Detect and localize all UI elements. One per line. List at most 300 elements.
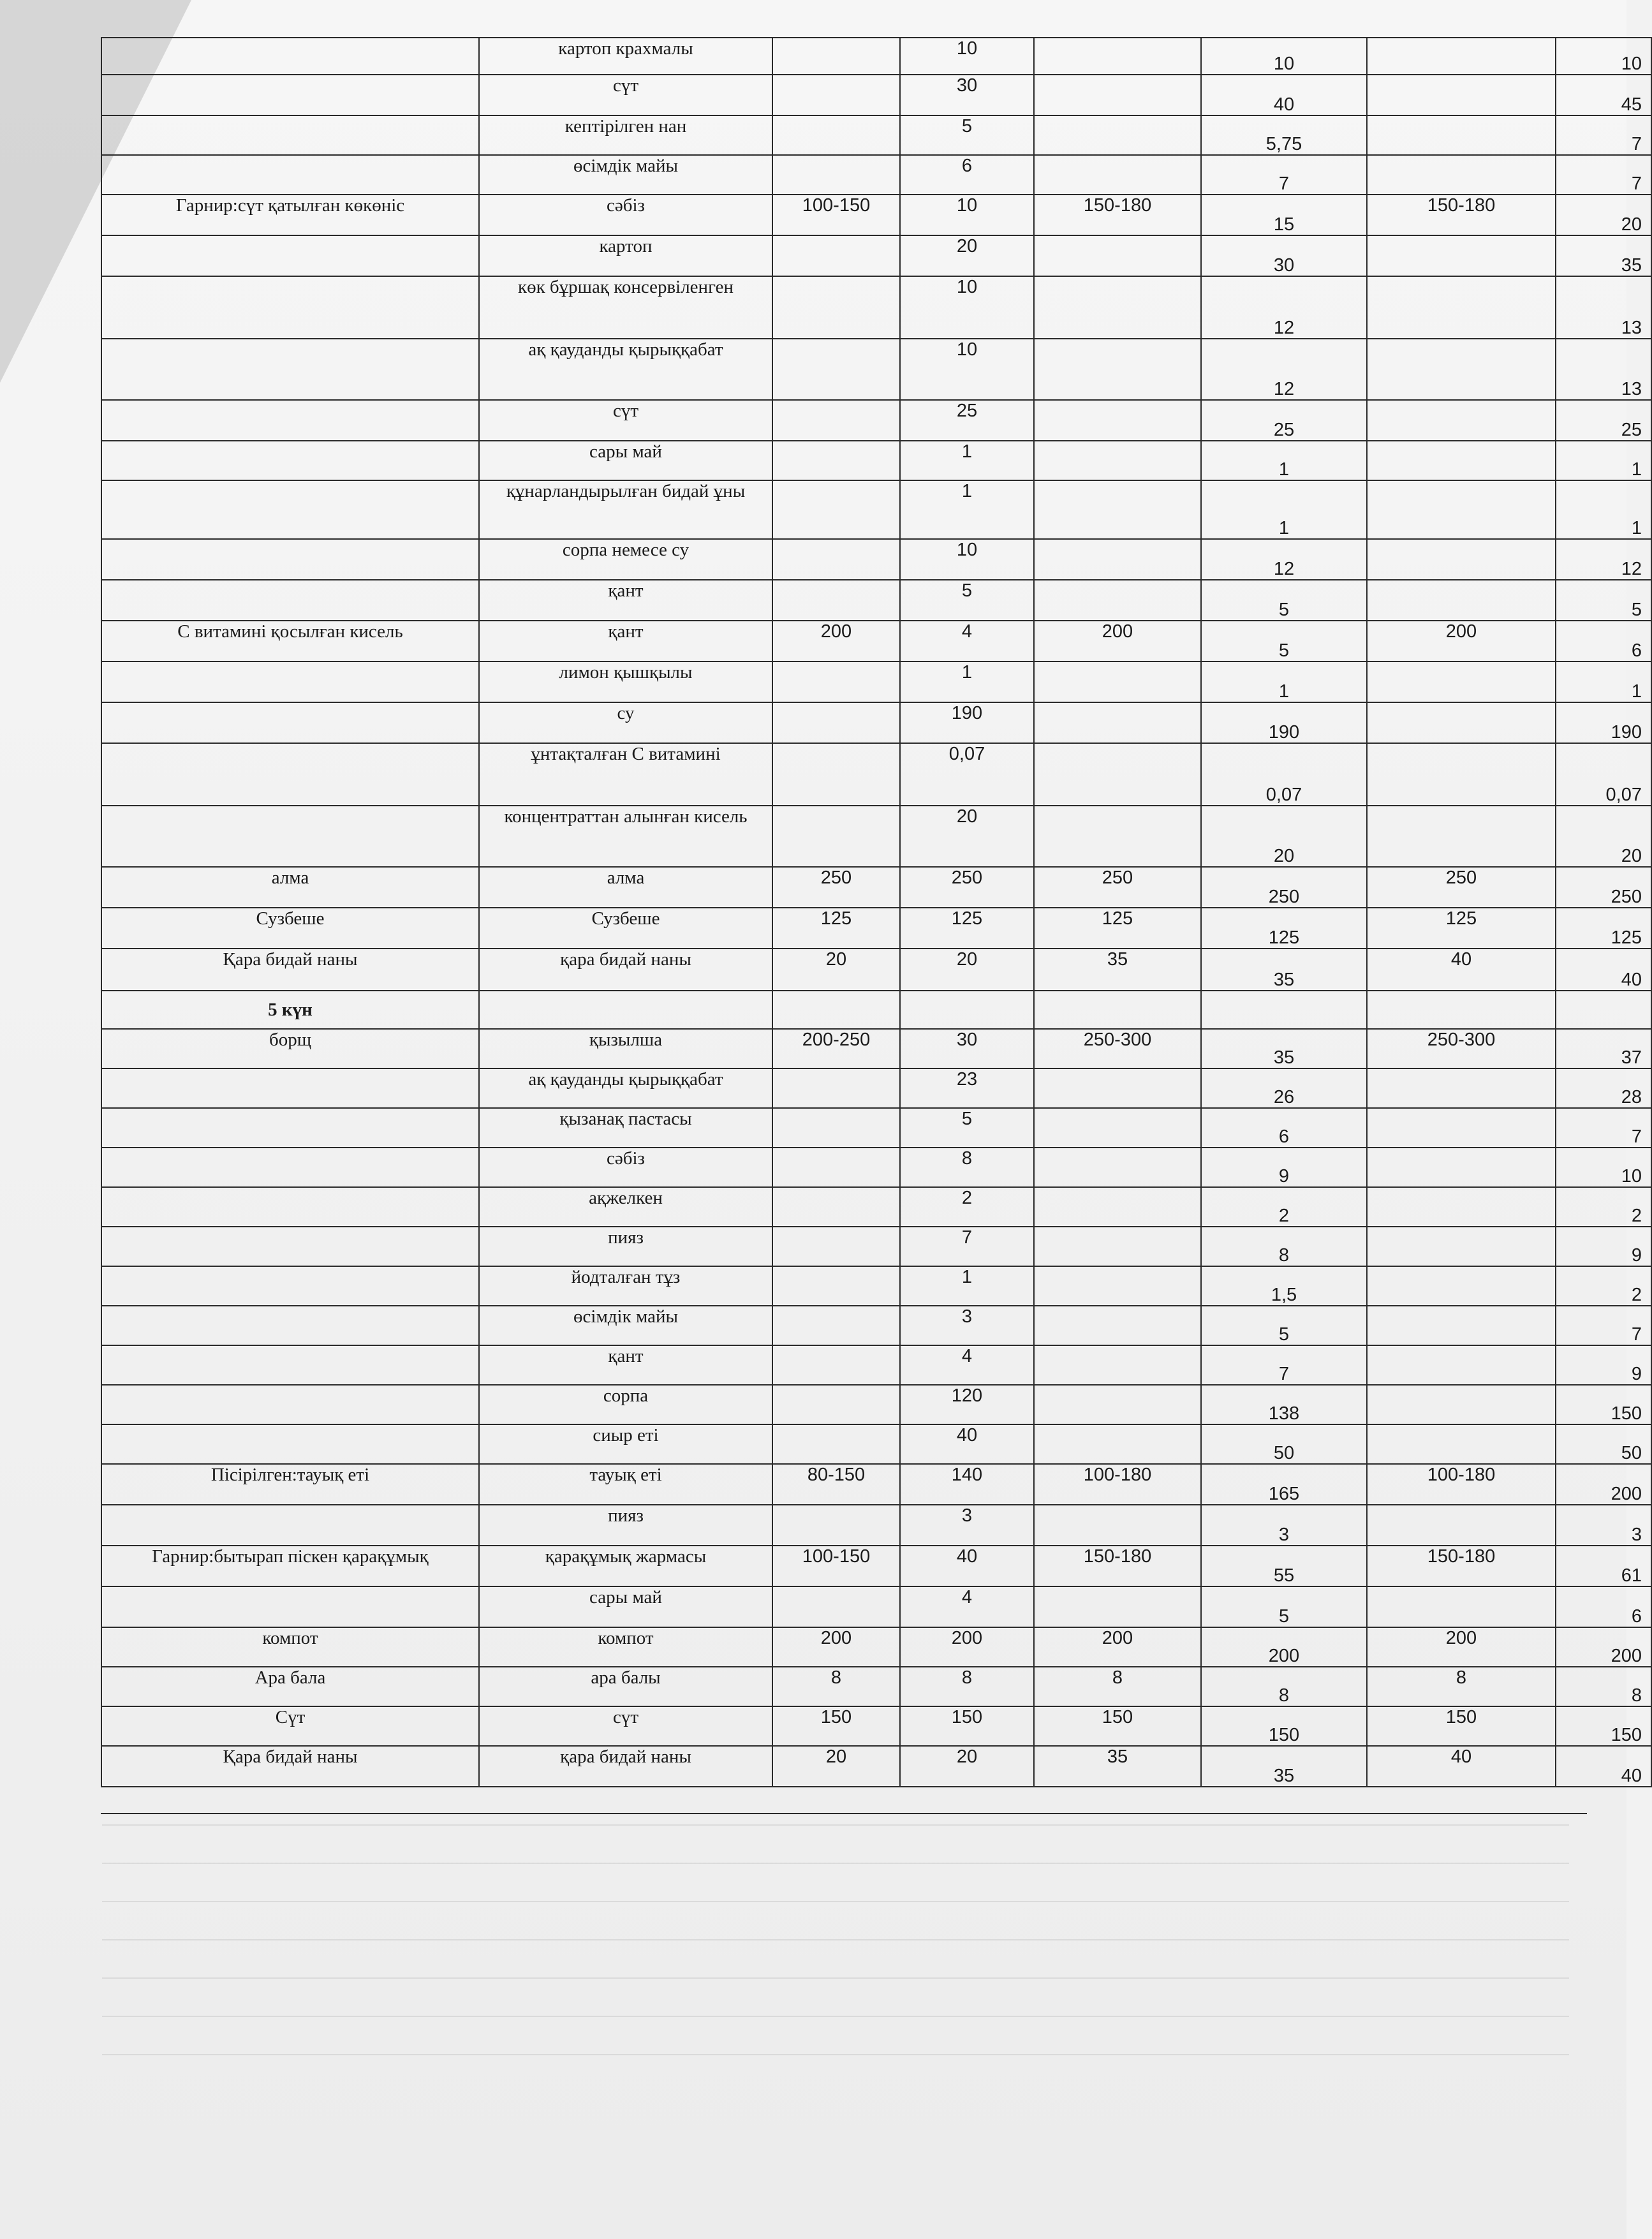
table-cell: 150: [1556, 1385, 1651, 1424]
table-row: [101, 441, 1651, 480]
table-cell: пияз: [479, 1227, 772, 1266]
table-cell: 100-150: [772, 1546, 900, 1586]
table-cell: 12: [1201, 276, 1367, 339]
table-cell: [1367, 115, 1556, 155]
table-cell: 40: [900, 1424, 1034, 1464]
table-cell: [101, 115, 479, 155]
table-cell: 10: [1556, 38, 1651, 75]
table-cell: 35: [1201, 949, 1367, 991]
table-cell: [772, 1306, 900, 1345]
table-cell: 26: [1201, 1068, 1367, 1108]
table-cell: 120: [900, 1385, 1034, 1424]
table-cell: ақ қауданды қырыққабат: [479, 339, 772, 400]
table-cell: 35: [1201, 1029, 1367, 1068]
table-cell: пияз: [479, 1505, 772, 1546]
table-cell: 5: [1201, 1586, 1367, 1627]
table-cell: [101, 1424, 479, 1464]
table-cell: [1367, 155, 1556, 195]
table-cell: 6: [1556, 621, 1651, 661]
table-cell: Қара бидай наны: [101, 949, 479, 991]
table-cell: [772, 441, 900, 480]
table-cell: [1034, 480, 1201, 539]
table-cell: [1034, 1068, 1201, 1108]
table-cell: сорпа немесе су: [479, 539, 772, 580]
table-cell: [1367, 441, 1556, 480]
table-cell: 8: [772, 1667, 900, 1706]
table-cell: қант: [479, 580, 772, 621]
table-cell: [101, 1148, 479, 1187]
table-row: [101, 1266, 1651, 1306]
table-cell: ұнтақталған С витамині: [479, 743, 772, 806]
table-cell: [772, 806, 900, 867]
table-row: [101, 1029, 1651, 1068]
table-cell: [101, 155, 479, 195]
table-cell: 12: [1201, 539, 1367, 580]
table-cell: [1034, 580, 1201, 621]
table-cell: 100-180: [1367, 1464, 1556, 1505]
table-cell: [772, 339, 900, 400]
table-cell: 37: [1556, 1029, 1651, 1068]
table-cell: 35: [1034, 1746, 1201, 1787]
table-cell: 250: [1034, 867, 1201, 908]
table-cell: [101, 1345, 479, 1385]
table-cell: [1367, 806, 1556, 867]
table-cell: ақжелкен: [479, 1187, 772, 1227]
table-cell: құнарландырылған бидай ұны: [479, 480, 772, 539]
table-cell: 5 күн: [101, 991, 479, 1029]
table-cell: Ара бала: [101, 1667, 479, 1706]
table-cell: қарақұмық жармасы: [479, 1546, 772, 1586]
table-cell: [1367, 75, 1556, 115]
table-cell: 9: [1201, 1148, 1367, 1187]
table-row: [101, 1627, 1651, 1667]
table-cell: сары май: [479, 441, 772, 480]
table-cell: сорпа: [479, 1385, 772, 1424]
table-cell: көк бұршақ консервіленген: [479, 276, 772, 339]
table-cell: [101, 743, 479, 806]
table-cell: 100-180: [1034, 1464, 1201, 1505]
table-cell: 12: [1201, 339, 1367, 400]
table-cell: 8: [1034, 1667, 1201, 1706]
table-cell: қара бидай наны: [479, 949, 772, 991]
table-cell: 40: [1201, 75, 1367, 115]
table-cell: [1367, 235, 1556, 276]
menu-table: [101, 37, 1652, 1787]
table-row: [101, 155, 1651, 195]
table-cell: 45: [1556, 75, 1651, 115]
table-cell: [1201, 991, 1367, 1029]
table-cell: 200: [900, 1627, 1034, 1667]
table-cell: 8: [1556, 1667, 1651, 1706]
show-through-ghost: [102, 1824, 1569, 2080]
table-cell: [1367, 480, 1556, 539]
table-cell: 5: [900, 1108, 1034, 1148]
table-row: [101, 806, 1651, 867]
table-cell: [101, 1306, 479, 1345]
table-cell: қара бидай наны: [479, 1746, 772, 1787]
table-cell: [1367, 580, 1556, 621]
table-row: [101, 480, 1651, 539]
table-cell: 125: [1034, 908, 1201, 949]
table-cell: 3: [900, 1306, 1034, 1345]
table-cell: [101, 661, 479, 702]
table-cell: [101, 1227, 479, 1266]
table-cell: 20: [900, 1746, 1034, 1787]
table-cell: Пісірілген:тауық еті: [101, 1464, 479, 1505]
table-row: [101, 195, 1651, 235]
table-cell: 8: [1367, 1667, 1556, 1706]
table-cell: [101, 580, 479, 621]
table-cell: сүт: [479, 1706, 772, 1746]
table-cell: [1034, 38, 1201, 75]
table-cell: Сузбеше: [479, 908, 772, 949]
table-cell: 7: [1556, 155, 1651, 195]
table-cell: [1367, 539, 1556, 580]
table-cell: өсімдік майы: [479, 155, 772, 195]
table-cell: 12: [1556, 539, 1651, 580]
table-cell: [1034, 661, 1201, 702]
table-cell: 200: [1556, 1464, 1651, 1505]
table-cell: [101, 400, 479, 441]
table-cell: компот: [101, 1627, 479, 1667]
table-cell: сүт: [479, 75, 772, 115]
table-cell: 50: [1556, 1424, 1651, 1464]
table-cell: [772, 991, 900, 1029]
table-cell: өсімдік майы: [479, 1306, 772, 1345]
table-cell: 20: [900, 949, 1034, 991]
table-cell: 3: [1556, 1505, 1651, 1546]
table-cell: 8: [900, 1667, 1034, 1706]
table-cell: [772, 1108, 900, 1148]
table-cell: [772, 1266, 900, 1306]
table-cell: [772, 38, 900, 75]
table-cell: Гарнир:сүт қатылған көкөніс: [101, 195, 479, 235]
table-cell: [1034, 1148, 1201, 1187]
table-cell: [772, 661, 900, 702]
table-cell: 0,07: [900, 743, 1034, 806]
table-cell: [1034, 539, 1201, 580]
table-cell: [1367, 38, 1556, 75]
table-cell: 250: [1556, 867, 1651, 908]
table-row: [101, 661, 1651, 702]
table-cell: 40: [1367, 949, 1556, 991]
table-cell: 23: [900, 1068, 1034, 1108]
table-cell: [1367, 702, 1556, 743]
table-cell: 250-300: [1367, 1029, 1556, 1068]
table-cell: [772, 1424, 900, 1464]
table-cell: ақ қауданды қырыққабат: [479, 1068, 772, 1108]
table-row: [101, 1306, 1651, 1345]
table-cell: 125: [1556, 908, 1651, 949]
table-cell: ара балы: [479, 1667, 772, 1706]
table-row: [101, 339, 1651, 400]
table-cell: [101, 276, 479, 339]
table-cell: 125: [772, 908, 900, 949]
table-cell: лимон қышқылы: [479, 661, 772, 702]
table-cell: сәбіз: [479, 195, 772, 235]
table-cell: [1367, 1068, 1556, 1108]
table-cell: 250-300: [1034, 1029, 1201, 1068]
table-row: [101, 1505, 1651, 1546]
table-cell: 5: [900, 115, 1034, 155]
table-cell: 1: [1201, 661, 1367, 702]
table-cell: 250: [772, 867, 900, 908]
table-cell: 150: [1034, 1706, 1201, 1746]
table-cell: тауық еті: [479, 1464, 772, 1505]
table-row: [101, 1385, 1651, 1424]
table-cell: [1367, 991, 1556, 1029]
table-cell: [772, 539, 900, 580]
table-cell: 140: [900, 1464, 1034, 1505]
table-cell: 20: [900, 235, 1034, 276]
table-cell: 250: [1201, 867, 1367, 908]
table-cell: [1034, 400, 1201, 441]
table-row: [101, 539, 1651, 580]
table-cell: [101, 1187, 479, 1227]
table-cell: 4: [900, 1345, 1034, 1385]
table-cell: 200: [772, 621, 900, 661]
table-cell: 20: [1201, 806, 1367, 867]
table-cell: 1: [900, 441, 1034, 480]
table-cell: [772, 480, 900, 539]
table-cell: [772, 580, 900, 621]
table-cell: 40: [900, 1546, 1034, 1586]
table-row: [101, 908, 1651, 949]
table-cell: [1034, 1108, 1201, 1148]
table-cell: 200: [1556, 1627, 1651, 1667]
table-cell: [1034, 235, 1201, 276]
table-cell: 13: [1556, 339, 1651, 400]
table-row: [101, 621, 1651, 661]
table-cell: 2: [1556, 1266, 1651, 1306]
table-cell: 6: [1556, 1586, 1651, 1627]
table-cell: [1367, 339, 1556, 400]
table-cell: 30: [900, 1029, 1034, 1068]
table-cell: [772, 75, 900, 115]
table-cell: 200: [1201, 1627, 1367, 1667]
table-cell: 4: [900, 621, 1034, 661]
table-cell: [1367, 1187, 1556, 1227]
table-cell: [101, 75, 479, 115]
table-cell: 190: [1556, 702, 1651, 743]
table-cell: Сузбеше: [101, 908, 479, 949]
table-row: [101, 1464, 1651, 1505]
table-cell: [1034, 806, 1201, 867]
table-cell: [1367, 743, 1556, 806]
table-cell: 200: [1367, 621, 1556, 661]
table-cell: [1034, 441, 1201, 480]
table-cell: 200: [1034, 1627, 1201, 1667]
table-cell: [101, 1385, 479, 1424]
table-cell: [772, 155, 900, 195]
table-row: [101, 1706, 1651, 1746]
table-cell: [772, 276, 900, 339]
table-row: [101, 1148, 1651, 1187]
table-cell: [772, 1068, 900, 1108]
table-cell: 125: [1201, 908, 1367, 949]
table-cell: 61: [1556, 1546, 1651, 1586]
table-cell: 150: [1367, 1706, 1556, 1746]
table-cell: 2: [1201, 1187, 1367, 1227]
table-row: [101, 276, 1651, 339]
table-cell: сары май: [479, 1586, 772, 1627]
table-cell: 0,07: [1201, 743, 1367, 806]
table-cell: [101, 441, 479, 480]
table-cell: 25: [900, 400, 1034, 441]
table-cell: 1: [1201, 441, 1367, 480]
table-row: [101, 743, 1651, 806]
table-cell: 3: [1201, 1505, 1367, 1546]
table-cell: С витамині қосылған кисель: [101, 621, 479, 661]
table-cell: [772, 1227, 900, 1266]
table-cell: 40: [1367, 1746, 1556, 1787]
table-cell: [772, 702, 900, 743]
table-cell: 1,5: [1201, 1266, 1367, 1306]
table-cell: [1367, 661, 1556, 702]
table-cell: 15: [1201, 195, 1367, 235]
table-cell: [1034, 1227, 1201, 1266]
table-cell: 7: [1556, 115, 1651, 155]
table-cell: [772, 1148, 900, 1187]
table-cell: [772, 1345, 900, 1385]
table-cell: 200-250: [772, 1029, 900, 1068]
table-cell: 6: [1201, 1108, 1367, 1148]
table-cell: 8: [1201, 1667, 1367, 1706]
table-cell: 100-150: [772, 195, 900, 235]
table-cell: [1367, 1148, 1556, 1187]
table-cell: картоп: [479, 235, 772, 276]
table-cell: 25: [1556, 400, 1651, 441]
table-cell: 190: [1201, 702, 1367, 743]
table-cell: 7: [1201, 1345, 1367, 1385]
table-cell: [1367, 1586, 1556, 1627]
table-cell: 30: [900, 75, 1034, 115]
table-cell: 4: [900, 1586, 1034, 1627]
table-cell: 150: [772, 1706, 900, 1746]
table-cell: қызанақ пастасы: [479, 1108, 772, 1148]
table-cell: 20: [900, 806, 1034, 867]
table-row: [101, 400, 1651, 441]
table-cell: [1367, 1345, 1556, 1385]
table-cell: 10: [900, 38, 1034, 75]
table-cell: 2: [1556, 1187, 1651, 1227]
table-cell: [101, 1108, 479, 1148]
table-row: [101, 75, 1651, 115]
table-cell: 20: [1556, 806, 1651, 867]
table-row: [101, 1746, 1651, 1787]
table-cell: [1034, 743, 1201, 806]
table-cell: 1: [900, 1266, 1034, 1306]
table-cell: [772, 1586, 900, 1627]
table-cell: [1367, 1306, 1556, 1345]
table-cell: компот: [479, 1627, 772, 1667]
table-cell: 35: [1556, 235, 1651, 276]
table-cell: 7: [1556, 1306, 1651, 1345]
table-cell: [1034, 1385, 1201, 1424]
table-cell: 1: [1201, 480, 1367, 539]
table-cell: 125: [1367, 908, 1556, 949]
table-cell: 200: [772, 1627, 900, 1667]
table-cell: 5: [1201, 621, 1367, 661]
table-cell: 2: [900, 1187, 1034, 1227]
table-cell: [1034, 1345, 1201, 1385]
table-cell: 1: [1556, 480, 1651, 539]
table-cell: [1034, 75, 1201, 115]
table-cell: [772, 400, 900, 441]
table-cell: 20: [1556, 195, 1651, 235]
table-row: [101, 1424, 1651, 1464]
table-cell: [1034, 1266, 1201, 1306]
table-row: [101, 235, 1651, 276]
table-cell: [772, 1505, 900, 1546]
table-cell: [101, 539, 479, 580]
table-cell: 7: [1201, 155, 1367, 195]
table-cell: [1034, 1187, 1201, 1227]
table-cell: 200: [1367, 1627, 1556, 1667]
table-cell: 250: [900, 867, 1034, 908]
table-row: [101, 1546, 1651, 1586]
table-cell: 190: [900, 702, 1034, 743]
table-cell: 55: [1201, 1546, 1367, 1586]
table-cell: [101, 806, 479, 867]
table-cell: [772, 235, 900, 276]
table-cell: [101, 1266, 479, 1306]
table-cell: [1034, 702, 1201, 743]
table-cell: 7: [1556, 1108, 1651, 1148]
table-cell: 150: [1556, 1706, 1651, 1746]
table-row: [101, 1187, 1651, 1227]
table-cell: 35: [1034, 949, 1201, 991]
table-cell: [1034, 991, 1201, 1029]
table-cell: 13: [1556, 276, 1651, 339]
table-cell: 9: [1556, 1345, 1651, 1385]
table-row: [101, 1068, 1651, 1108]
table-cell: 10: [900, 276, 1034, 339]
table-cell: 50: [1201, 1424, 1367, 1464]
day-header-row: [101, 991, 1651, 1029]
table-cell: 5,75: [1201, 115, 1367, 155]
table-cell: 80-150: [772, 1464, 900, 1505]
table-cell: 10: [900, 539, 1034, 580]
table-cell: [101, 480, 479, 539]
table-cell: 1: [900, 480, 1034, 539]
table-cell: 30: [1201, 235, 1367, 276]
table-cell: [101, 235, 479, 276]
table-row: [101, 867, 1651, 908]
table-cell: 10: [900, 339, 1034, 400]
table-cell: 10: [1201, 38, 1367, 75]
table-cell: [1367, 276, 1556, 339]
table-cell: су: [479, 702, 772, 743]
table-cell: 5: [1201, 580, 1367, 621]
table-cell: [772, 1385, 900, 1424]
table-cell: [772, 743, 900, 806]
table-cell: 20: [772, 1746, 900, 1787]
table-cell: 40: [1556, 1746, 1651, 1787]
table-cell: 40: [1556, 949, 1651, 991]
table-cell: 5: [1556, 580, 1651, 621]
table-cell: 8: [1201, 1227, 1367, 1266]
table-cell: 5: [1201, 1306, 1367, 1345]
table-cell: 10: [900, 195, 1034, 235]
table-cell: картоп крахмалы: [479, 38, 772, 75]
table-cell: йодталған тұз: [479, 1266, 772, 1306]
table-cell: 150-180: [1367, 195, 1556, 235]
table-row: [101, 1227, 1651, 1266]
table-cell: Қара бидай наны: [101, 1746, 479, 1787]
table-cell: 3: [900, 1505, 1034, 1546]
table-row: [101, 1667, 1651, 1706]
